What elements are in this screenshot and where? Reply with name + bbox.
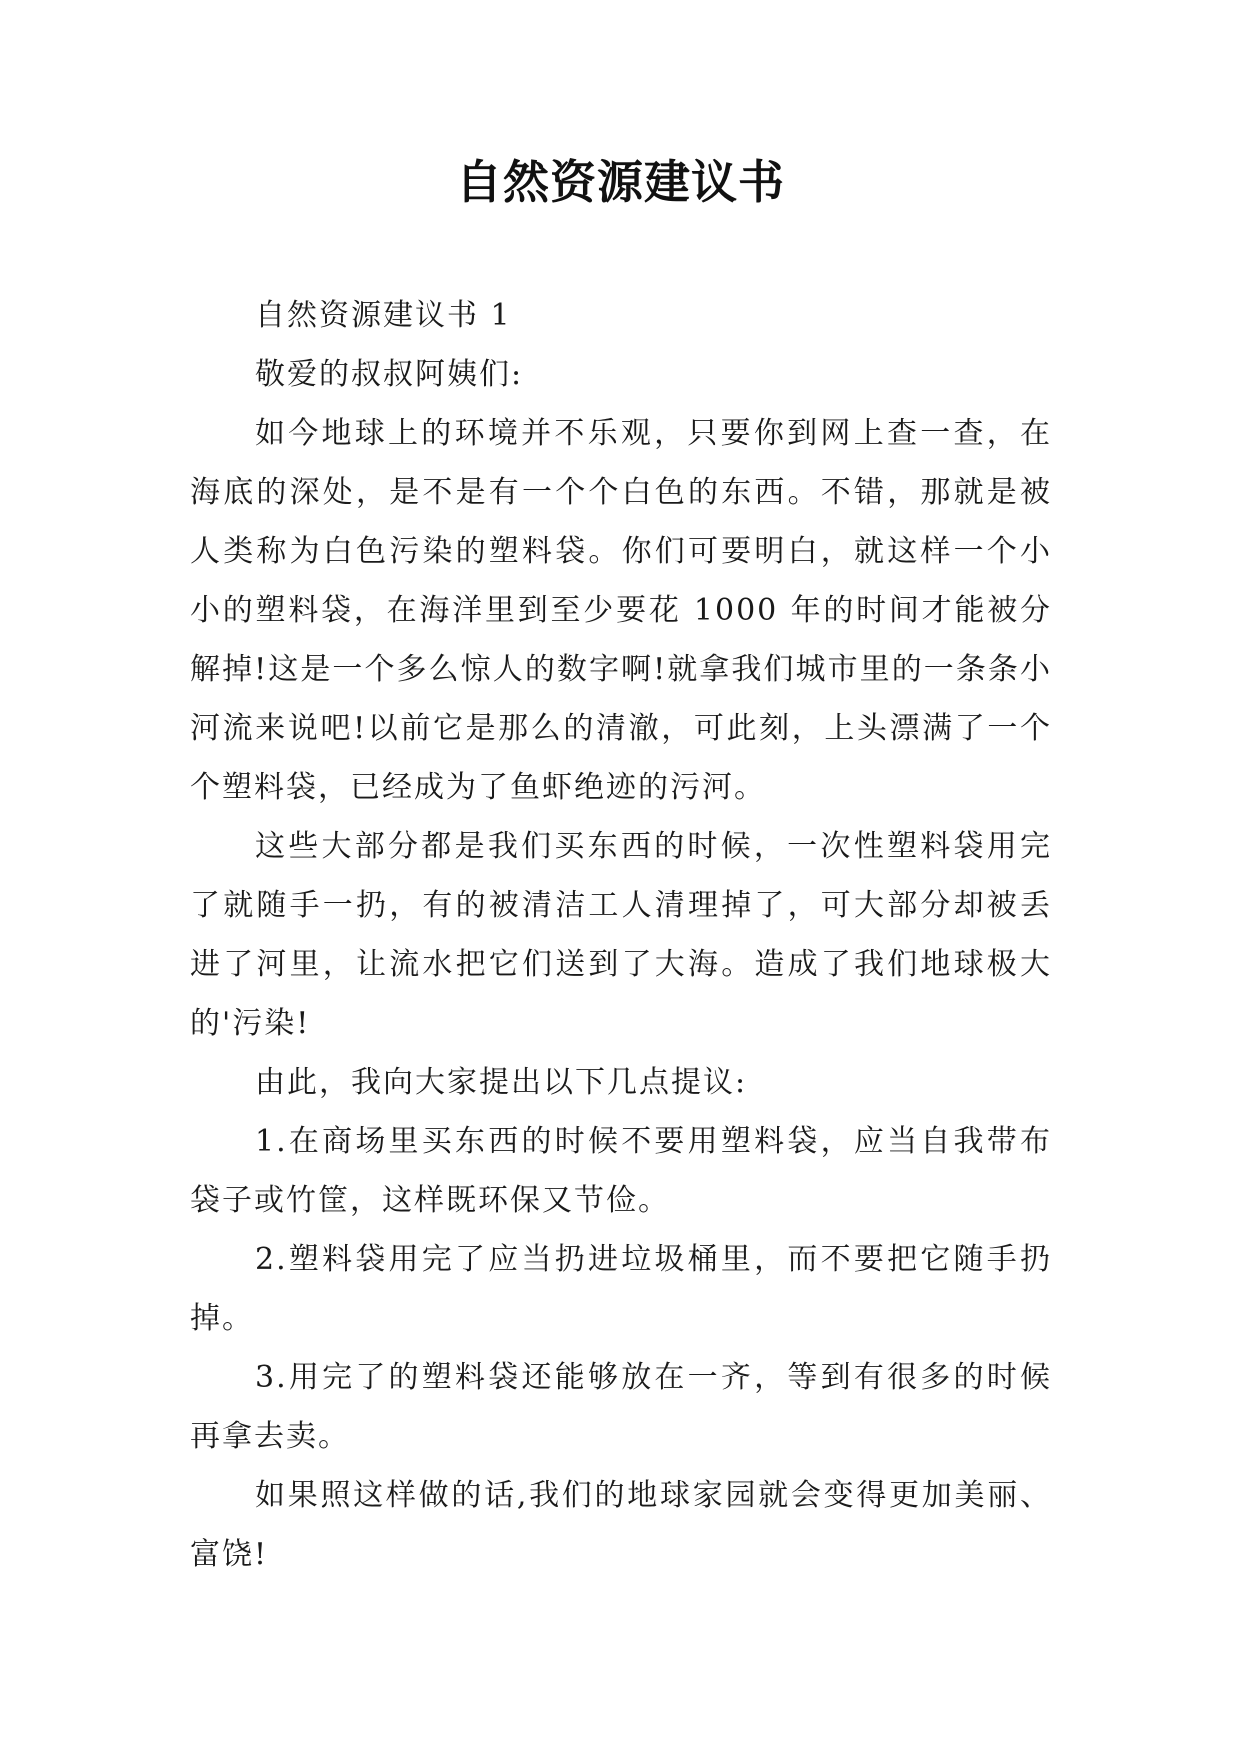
- paragraph: 由此，我向大家提出以下几点提议:: [255, 1065, 748, 1100]
- document-body: [190, 286, 1052, 1584]
- paragraph: 如今地球上的环境并不乐观，只要你到网上查一查，在海底的深处，是不是有一个个白色的东西。不错，那就是被人类称为白色污染的塑料袋。你们可要明白，就这样一个小小的塑料袋，在海洋里到至少要花 1000 年的时间才能被分解掉!这是一个多么惊人的数字啊!就拿我们城市里的一条条小河流来说吧!以前它是那么的清澈，可此刻，上头漂满了一个个塑料袋，已经成为了鱼虾绝迹的污河。: [190, 416, 1052, 805]
- salutation: 敬爱的叔叔阿姨们:: [255, 357, 524, 392]
- suggestion-item: 1.在商场里买东西的时候不要用塑料袋，应当自我带布袋子或竹筐，这样既环保又节俭。: [190, 1124, 1052, 1218]
- paragraph: 这些大部分都是我们买东西的时候，一次性塑料袋用完了就随手一扔，有的被清洁工人清理掉了，可大部分却被丢进了河里，让流水把它们送到了大海。造成了我们地球极大的'污染!: [190, 829, 1052, 1041]
- section-heading: 自然资源建议书 1: [255, 298, 512, 333]
- document-title: 自然资源建议书: [456, 155, 785, 209]
- suggestion-item: 2.塑料袋用完了应当扔进垃圾桶里，而不要把它随手扔掉。: [190, 1242, 1052, 1336]
- suggestion-item: 3.用完了的塑料袋还能够放在一齐，等到有很多的时候再拿去卖。: [190, 1360, 1052, 1454]
- closing-paragraph: 如果照这样做的话,我们的地球家园就会变得更加美丽、富饶!: [190, 1478, 1052, 1572]
